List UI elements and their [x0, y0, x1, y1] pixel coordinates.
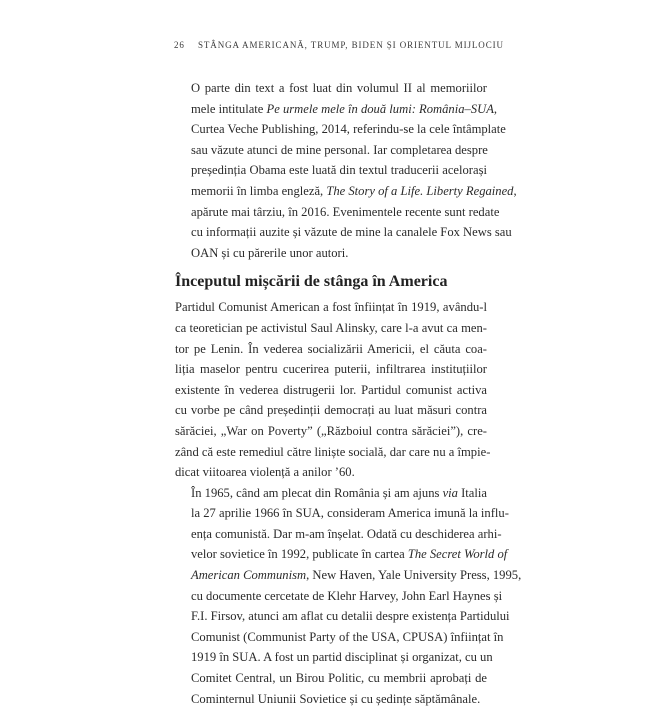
text-run: Curtea Veche Publishing, 2014, referindu-se la cele întâmplate	[191, 122, 506, 137]
text-run: Comunist (Communist Party of the USA, CPUSA) înființat în	[191, 629, 504, 644]
text-line	[175, 222, 512, 243]
text-line	[175, 181, 517, 202]
text-run: Partidul Comunist American a fost înființat în 1919, avându-l	[175, 300, 487, 315]
text-line	[175, 544, 508, 565]
text-run: velor sovietice în 1992, publicate în cartea	[191, 547, 408, 562]
text-line	[175, 339, 487, 360]
paragraph-communist-party	[175, 297, 491, 482]
text-run: cu vorbe pe când președinții democrați au luat măsuri contra	[175, 403, 487, 418]
text-line	[175, 627, 504, 648]
text-run: apărute mai târziu, în 2016. Evenimentele recente sunt redate	[191, 204, 500, 219]
text-line	[175, 359, 487, 380]
text-run: , New Haven, Yale University Press, 1995,	[306, 568, 522, 583]
text-line	[175, 400, 487, 421]
text-run: zând că este remediul către liniște socială, dar care nu a împie-	[175, 444, 491, 459]
text-line	[175, 243, 487, 264]
text-line	[175, 462, 487, 483]
text-run: ența comunistă. Dar m-am înșelat. Odată cu deschiderea arhi-	[191, 526, 502, 541]
text-run: mele intitulate	[191, 101, 267, 116]
text-run: OAN și cu părerile unor autori.	[191, 245, 349, 260]
text-line	[175, 524, 502, 545]
text-run: tor pe Lenin. În vederea socializării Americii, el căuta coa-	[175, 341, 487, 356]
text-run: Comitet Central, un Birou Politic, cu membrii aprobați de	[191, 671, 487, 686]
text-line	[175, 78, 487, 99]
text-run: 1919 în SUA. A fost un partid disciplinat și organizat, cu un	[191, 650, 493, 665]
text-line	[175, 586, 503, 607]
text-run: la 27 aprilie 1966 în SUA, consideram America imună la influ-	[191, 506, 509, 521]
running-title: STÂNGA AMERICANĂ, TRUMP, BIDEN ȘI ORIENTUL MIJLOCIU	[198, 40, 504, 50]
italic-title: via	[442, 485, 458, 500]
text-run: sau văzute atunci de mine personal. Iar completarea despre	[191, 142, 488, 157]
paragraph-intro	[175, 78, 517, 263]
text-line	[175, 297, 487, 318]
text-line	[175, 503, 509, 524]
text-run: ca teoretician pe activistul Saul Alinsky, care l-a avut ca men-	[175, 320, 487, 335]
text-run: memorii în limba engleză,	[191, 183, 327, 198]
italic-title: The Story of a Life. Liberty Regained	[326, 183, 514, 198]
text-run: sărăciei, „War on Poverty” („Războiul contra sărăciei”), cre-	[175, 423, 487, 438]
text-line	[175, 668, 487, 689]
text-run: existente în vederea distrugerii lor. Partidul comunist activa	[175, 382, 487, 397]
running-head	[174, 40, 514, 50]
text-run: liția maselor pentru cucerirea puterii, infiltrarea instituțiilor	[175, 362, 487, 377]
text-run: Cominternul Uniunii Sovietice și cu ședințe săptămânale.	[191, 691, 481, 706]
text-line	[175, 606, 510, 627]
text-line	[175, 202, 500, 223]
text-line	[175, 565, 522, 586]
text-line	[175, 380, 487, 401]
text-run: F.I. Firsov, atunci am aflat cu detalii despre existența Partidului	[191, 609, 510, 624]
section-heading: Începutul mișcării de stânga în America	[175, 273, 448, 291]
text-run: În 1965, când am plecat din România și am ajuns	[191, 485, 443, 500]
text-run: președinția Obama este luată din textul traducerii acelorași	[191, 163, 487, 178]
text-line	[175, 318, 487, 339]
body-text	[175, 78, 522, 709]
text-line	[175, 99, 498, 120]
text-line	[175, 647, 493, 668]
text-run: dicat viitoarea violență a anilor ’60.	[175, 465, 355, 480]
italic-title: American Communism	[191, 568, 307, 583]
paragraph-1965	[175, 483, 522, 709]
text-line	[175, 421, 487, 442]
page-number: 26	[174, 40, 185, 50]
italic-title: The Secret World of	[407, 547, 508, 562]
text-line	[175, 483, 487, 504]
text-run: ,	[513, 183, 517, 198]
text-line	[175, 689, 487, 709]
italic-title: Pe urmele mele în două lumi: România–SUA	[266, 101, 494, 116]
text-run: O parte din text a fost luat din volumul II al memoriilor	[191, 81, 487, 95]
text-line	[175, 140, 487, 161]
text-run: Italia	[457, 485, 487, 500]
text-line	[175, 119, 506, 140]
text-run: cu documente cercetate de Klehr Harvey, John Earl Haynes și	[191, 588, 503, 603]
text-run: cu informații auzite și văzute de mine la canalele Fox News sau	[191, 225, 512, 240]
text-line	[175, 160, 487, 181]
text-line	[175, 442, 491, 463]
text-run: ,	[493, 101, 498, 116]
